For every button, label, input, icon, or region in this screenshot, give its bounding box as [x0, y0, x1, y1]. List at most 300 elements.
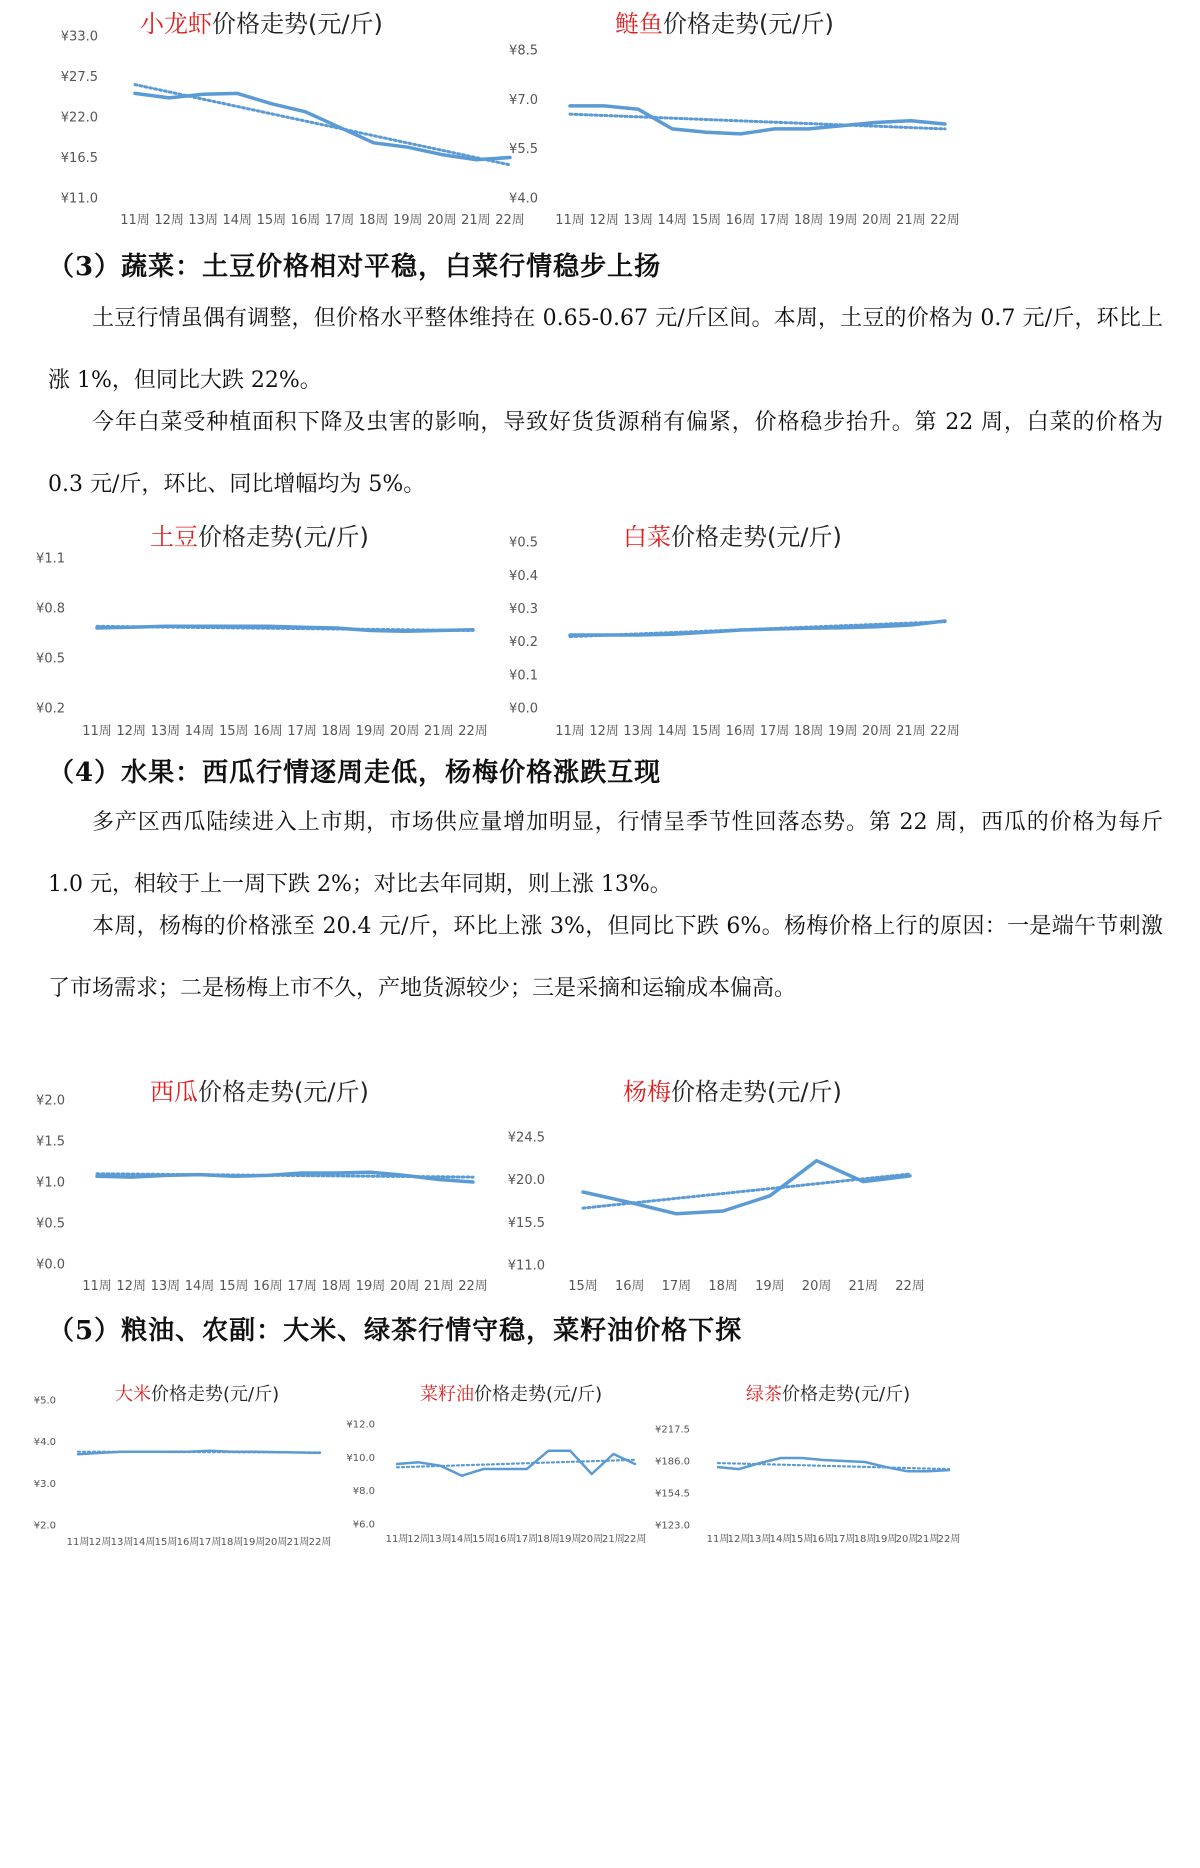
data-point [301, 1171, 304, 1174]
chart-rapeseed-oil-price [346, 1375, 655, 1565]
x-tick-label: 15周 [568, 1279, 598, 1294]
data-point [232, 1175, 235, 1178]
data-point [705, 131, 708, 134]
x-tick-label: 20周 [580, 1534, 604, 1545]
data-point [717, 1466, 720, 1469]
chart-title-rest: 价格走势(元/斤) [198, 523, 369, 551]
data-point [482, 1468, 485, 1471]
chart-silver-carp-price [510, 0, 990, 235]
y-tick-label: ¥0.0 [509, 701, 538, 717]
data-point [843, 1460, 846, 1463]
data-point [841, 626, 844, 629]
data-point [780, 1456, 783, 1459]
paragraph-bayberry: 本周，杨梅的价格涨至 20.4 元/斤，环比上涨 3%，但同比下跌 6%。杨梅价格上行的原因：一是端午节刺激了市场需求；二是杨梅上市不久，产地货源较少；三是采摘和运输成本偏高。 [48, 914, 1163, 1001]
x-tick-label: 19周 [827, 724, 858, 739]
data-point [372, 141, 375, 144]
x-tick-label: 13周 [150, 1279, 181, 1294]
chart-title-rest: 价格走势(元/斤) [782, 1384, 911, 1405]
x-tick-label: 17周 [515, 1534, 539, 1545]
data-point [164, 1174, 167, 1177]
chart-title-highlight: 绿茶 [746, 1384, 782, 1405]
x-tick-label: 12周 [407, 1534, 431, 1545]
data-point [739, 628, 742, 631]
x-tick-label: 15周 [154, 1537, 178, 1548]
y-tick-label: ¥11.0 [507, 1258, 545, 1274]
data-point [417, 1461, 420, 1464]
data-point [440, 153, 443, 156]
x-tick-label: 12周 [116, 1279, 146, 1294]
x-tick-label: 13周 [748, 1534, 772, 1545]
data-point [275, 1451, 278, 1454]
chart-title-highlight: 西瓜 [150, 1078, 198, 1106]
chart-crayfish-price [40, 0, 560, 235]
data-point [134, 92, 137, 95]
y-tick-label: ¥4.0 [33, 1437, 56, 1449]
x-tick-label: 11周 [82, 1279, 112, 1294]
chart-title-highlight: 菜籽油 [420, 1384, 474, 1405]
data-point [270, 102, 273, 105]
data-point [906, 1470, 909, 1473]
y-tick-label: ¥5.5 [509, 142, 538, 158]
x-tick-label: 22周 [895, 1279, 925, 1294]
data-point [864, 1461, 867, 1464]
y-tick-label: ¥8.0 [352, 1486, 375, 1498]
data-point [807, 627, 810, 630]
data-point [369, 1171, 372, 1174]
x-tick-label: 14周 [450, 1534, 474, 1545]
data-point [403, 630, 406, 633]
x-tick-label: 21周 [424, 724, 454, 739]
data-point [768, 1194, 771, 1197]
data-point [875, 625, 878, 628]
data-point [236, 92, 239, 95]
data-point [948, 1469, 951, 1472]
y-tick-label: ¥20.0 [507, 1173, 545, 1189]
y-tick-label: ¥1.1 [36, 551, 65, 567]
data-point [403, 1174, 406, 1177]
x-tick-label: 19周 [874, 1534, 898, 1545]
data-point [671, 633, 674, 636]
x-tick-label: 21周 [286, 1537, 310, 1548]
x-tick-label: 22周 [458, 724, 488, 739]
y-tick-label: ¥0.5 [36, 1216, 65, 1232]
x-tick-label: 13周 [623, 213, 653, 228]
x-tick-label: 14周 [769, 1534, 793, 1545]
data-point [759, 1462, 762, 1465]
data-point [569, 1449, 572, 1452]
x-tick-label: 18周 [321, 1279, 352, 1294]
data-point [738, 1468, 741, 1471]
data-point [569, 633, 572, 636]
x-tick-label: 18周 [708, 1279, 738, 1294]
y-tick-label: ¥2.0 [36, 1093, 65, 1109]
x-tick-label: 16周 [290, 213, 321, 228]
chart-title-rest: 价格走势(元/斤) [671, 1078, 842, 1106]
x-tick-label: 11周 [706, 1534, 730, 1545]
data-point [671, 127, 674, 130]
chart-title [150, 523, 369, 551]
data-point [909, 119, 912, 122]
data-point [628, 1201, 631, 1204]
x-tick-label: 14周 [132, 1537, 156, 1548]
x-tick-label: 13周 [150, 724, 181, 739]
y-tick-label: ¥6.0 [352, 1519, 375, 1531]
data-point [637, 633, 640, 636]
data-point [209, 1449, 212, 1452]
x-tick-label: 22周 [458, 1279, 488, 1294]
x-tick-label: 16周 [725, 724, 756, 739]
y-tick-label: ¥186.0 [655, 1456, 690, 1468]
chart-title-rest: 价格走势(元/斤) [671, 523, 842, 551]
section-heading-fruits: （4）水果：西瓜行情逐周走低，杨梅价格涨跌互现 [48, 758, 662, 788]
data-point [547, 1449, 550, 1452]
chart-title [615, 10, 834, 38]
data-point [231, 1450, 234, 1453]
data-point [822, 1458, 825, 1461]
x-tick-label: 13周 [428, 1534, 452, 1545]
x-tick-label: 11周 [82, 724, 112, 739]
data-point [634, 1463, 637, 1466]
chart-title-rest: 价格走势(元/斤) [198, 1078, 369, 1106]
x-tick-label: 11周 [555, 213, 585, 228]
x-tick-label: 15周 [218, 1279, 249, 1294]
chart-title [150, 1078, 369, 1106]
price-series-line [583, 1161, 910, 1214]
data-point [266, 625, 269, 628]
data-point [406, 146, 409, 149]
x-tick-label: 22周 [937, 1534, 961, 1545]
x-tick-label: 20周 [862, 724, 892, 739]
x-tick-label: 22周 [930, 213, 960, 228]
price-series-line [78, 1451, 320, 1454]
x-tick-label: 13周 [188, 213, 218, 228]
y-tick-label: ¥3.0 [33, 1478, 56, 1490]
data-point [437, 629, 440, 632]
x-tick-label: 14周 [222, 213, 253, 228]
x-tick-label: 18周 [358, 213, 389, 228]
data-point [187, 1450, 190, 1453]
data-point [722, 1209, 725, 1212]
x-tick-label: 16周 [493, 1534, 517, 1545]
x-tick-label: 22周 [623, 1534, 647, 1545]
data-point [96, 1175, 99, 1178]
data-point [885, 1466, 888, 1469]
data-point [369, 629, 372, 632]
x-tick-label: 13周 [623, 724, 653, 739]
x-tick-label: 15周 [256, 213, 287, 228]
data-point [297, 1451, 300, 1454]
y-tick-label: ¥7.0 [509, 92, 538, 108]
y-tick-label: ¥10.0 [346, 1452, 375, 1464]
x-tick-label: 20周 [264, 1537, 288, 1548]
x-tick-label: 18周 [793, 724, 824, 739]
chart-svg [36, 1070, 560, 1300]
data-point [909, 624, 912, 627]
data-point [474, 158, 477, 161]
data-point [801, 1456, 804, 1459]
y-tick-label: ¥33.0 [60, 29, 98, 45]
chart-svg [40, 0, 560, 235]
chart-svg [655, 1375, 968, 1565]
paragraph-cabbage: 今年白菜受种植面积下降及虫害的影响，导致好货货源稍有偏紧，价格稳步抬升。第 22 周，白菜的价格为 0.3 元/斤，环比、同比增幅均为 5%。 [48, 410, 1163, 497]
x-tick-label: 14周 [184, 1279, 215, 1294]
data-point [198, 625, 201, 628]
paragraph-watermelon: 多产区西瓜陆续进入上市期，市场供应量增加明显，行情呈季节性回落态势。第 22 周，西瓜的价格为每斤 1.0 元，相较于上一周下跌 2%；对比去年同期，则上涨 13%。 [48, 810, 1163, 897]
y-tick-label: ¥217.5 [655, 1424, 690, 1436]
data-point [437, 1178, 440, 1181]
section-heading-grain-oil: （5）粮油、农副：大米、绿茶行情守稳，菜籽油价格下探 [48, 1316, 743, 1346]
x-tick-label: 21周 [896, 213, 926, 228]
x-tick-label: 20周 [427, 213, 457, 228]
data-point [612, 1453, 615, 1456]
chart-svg [36, 515, 560, 745]
chart-title-highlight: 白菜 [623, 523, 671, 551]
x-tick-label: 15周 [472, 1534, 495, 1545]
data-point [266, 1174, 269, 1177]
data-point [96, 627, 99, 630]
y-tick-label: ¥1.5 [36, 1134, 65, 1150]
chart-title-rest: 价格走势(元/斤) [663, 10, 834, 38]
data-point [121, 1450, 124, 1453]
chart-title [623, 1078, 842, 1106]
x-tick-label: 16周 [811, 1534, 835, 1545]
x-tick-label: 16周 [725, 213, 756, 228]
x-tick-label: 17周 [759, 724, 790, 739]
data-point [130, 626, 133, 629]
x-tick-label: 21周 [424, 1279, 454, 1294]
y-tick-label: ¥4.0 [509, 191, 538, 207]
data-point [773, 627, 776, 630]
chart-title [623, 523, 842, 551]
x-tick-label: 20周 [389, 1279, 420, 1294]
y-tick-label: ¥15.5 [507, 1215, 545, 1231]
x-tick-label: 17周 [287, 1279, 317, 1294]
x-tick-label: 12周 [589, 213, 619, 228]
x-tick-label: 17周 [832, 1534, 856, 1545]
data-point [304, 110, 307, 113]
data-point [338, 126, 341, 129]
y-tick-label: ¥11.0 [60, 191, 98, 207]
x-tick-label: 18周 [537, 1534, 560, 1545]
y-tick-label: ¥154.5 [655, 1488, 690, 1500]
x-tick-label: 11周 [66, 1537, 90, 1548]
section-heading-vegetables: （3）蔬菜：土豆价格相对平稳，白菜行情稳步上扬 [48, 252, 662, 282]
x-tick-label: 19周 [355, 724, 386, 739]
x-tick-label: 17周 [198, 1537, 222, 1548]
x-tick-label: 19周 [827, 213, 858, 228]
x-tick-label: 16周 [253, 1279, 283, 1294]
x-tick-label: 20周 [895, 1534, 919, 1545]
data-point [396, 1463, 399, 1466]
y-tick-label: ¥12.0 [346, 1419, 375, 1431]
chart-green-tea-price [655, 1375, 968, 1565]
x-tick-label: 15周 [691, 213, 722, 228]
chart-title [115, 1384, 279, 1405]
chart-cabbage-price [510, 515, 990, 745]
data-point [569, 104, 572, 107]
x-tick-label: 21周 [461, 213, 491, 228]
y-tick-label: ¥5.0 [33, 1395, 56, 1407]
chart-title-highlight: 土豆 [150, 523, 198, 551]
y-tick-label: ¥2.0 [33, 1520, 56, 1532]
data-point [143, 1450, 146, 1453]
x-tick-label: 20周 [862, 213, 892, 228]
x-tick-label: 12周 [727, 1534, 751, 1545]
data-point [165, 1450, 168, 1453]
chart-svg [510, 515, 990, 745]
x-tick-label: 16周 [614, 1279, 645, 1294]
chart-title-highlight: 鲢鱼 [615, 10, 663, 38]
data-point [460, 1474, 463, 1477]
x-tick-label: 16周 [176, 1537, 200, 1548]
x-tick-label: 21周 [916, 1534, 940, 1545]
x-tick-label: 12周 [154, 213, 184, 228]
data-point [504, 1468, 507, 1471]
chart-title [420, 1384, 602, 1405]
x-tick-label: 20周 [389, 724, 420, 739]
data-point [637, 108, 640, 111]
chart-bayberry-price [507, 1070, 990, 1300]
chart-title-rest: 价格走势(元/斤) [474, 1384, 603, 1405]
y-tick-label: ¥0.5 [509, 535, 538, 551]
data-point [603, 104, 606, 107]
chart-title [746, 1384, 910, 1405]
x-tick-label: 20周 [801, 1279, 832, 1294]
x-tick-label: 19周 [755, 1279, 785, 1294]
x-tick-label: 12周 [88, 1537, 112, 1548]
data-point [439, 1464, 442, 1467]
data-point [472, 1181, 475, 1184]
x-tick-label: 22周 [495, 213, 525, 228]
chart-title-rest: 价格走势(元/斤) [212, 10, 383, 38]
y-tick-label: ¥1.0 [36, 1175, 65, 1191]
chart-title-highlight: 杨梅 [623, 1078, 671, 1106]
x-tick-label: 22周 [308, 1537, 332, 1548]
data-point [319, 1451, 322, 1454]
x-tick-label: 17周 [661, 1279, 692, 1294]
data-point [525, 1468, 528, 1471]
y-tick-label: ¥0.0 [36, 1257, 65, 1273]
data-point [705, 631, 708, 634]
y-tick-label: ¥24.5 [507, 1130, 545, 1146]
x-tick-label: 16周 [253, 724, 283, 739]
y-tick-label: ¥123.0 [655, 1520, 690, 1532]
x-tick-label: 21周 [896, 724, 926, 739]
x-tick-label: 21周 [601, 1534, 625, 1545]
data-point [875, 121, 878, 124]
x-tick-label: 11周 [555, 724, 585, 739]
data-point [590, 1473, 593, 1476]
chart-title-highlight: 大米 [115, 1384, 151, 1405]
x-tick-label: 12周 [116, 724, 146, 739]
price-series-line [570, 106, 945, 134]
x-tick-label: 17周 [287, 724, 317, 739]
data-point [202, 93, 205, 96]
data-point [99, 1451, 102, 1454]
data-point [739, 132, 742, 135]
y-tick-label: ¥8.5 [509, 43, 538, 59]
x-tick-label: 17周 [324, 213, 355, 228]
y-tick-label: ¥0.8 [36, 601, 65, 617]
x-tick-label: 11周 [120, 213, 150, 228]
data-point [164, 625, 167, 628]
data-point [301, 626, 304, 629]
x-tick-label: 19周 [558, 1534, 582, 1545]
chart-svg [33, 1375, 360, 1565]
x-tick-label: 18周 [853, 1534, 877, 1545]
chart-watermelon-price [36, 1070, 560, 1300]
x-tick-label: 13周 [110, 1537, 134, 1548]
x-tick-label: 17周 [759, 213, 790, 228]
data-point [335, 627, 338, 630]
data-point [253, 1450, 256, 1453]
x-tick-label: 14周 [184, 724, 215, 739]
x-tick-label: 18周 [220, 1537, 244, 1548]
data-point [675, 1212, 678, 1215]
data-point [815, 1159, 818, 1162]
y-tick-label: ¥0.2 [36, 701, 65, 717]
data-point [862, 1180, 865, 1183]
x-tick-label: 14周 [657, 213, 688, 228]
y-tick-label: ¥0.1 [509, 668, 538, 684]
paragraph-potato: 土豆行情虽偶有调整，但价格水平整体维持在 0.65-0.67 元/斤区间。本周，土豆的价格为 0.7 元/斤，环比上涨 1%，但同比大跌 22%。 [48, 306, 1163, 393]
data-point [232, 625, 235, 628]
chart-svg [510, 0, 990, 235]
data-point [130, 1176, 133, 1179]
chart-title-rest: 价格走势(元/斤) [151, 1384, 280, 1405]
data-point [168, 96, 171, 99]
x-tick-label: 12周 [589, 724, 619, 739]
y-tick-label: ¥0.2 [509, 635, 538, 651]
data-point [944, 620, 947, 623]
data-point [603, 633, 606, 636]
x-tick-label: 19周 [242, 1537, 266, 1548]
data-point [841, 124, 844, 127]
y-tick-label: ¥16.5 [60, 151, 98, 167]
data-point [927, 1470, 930, 1473]
x-tick-label: 19周 [355, 1279, 386, 1294]
y-tick-label: ¥0.3 [509, 601, 538, 617]
y-tick-label: ¥22.0 [60, 110, 98, 126]
data-point [582, 1190, 585, 1193]
x-tick-label: 22周 [930, 724, 960, 739]
chart-rice-price [33, 1375, 360, 1565]
data-point [944, 123, 947, 126]
price-series-line [135, 93, 510, 159]
x-tick-label: 21周 [848, 1279, 879, 1294]
chart-svg [346, 1375, 655, 1565]
x-tick-label: 14周 [657, 724, 688, 739]
x-tick-label: 15周 [691, 724, 722, 739]
y-tick-label: ¥0.5 [36, 651, 65, 667]
x-tick-label: 15周 [790, 1534, 814, 1545]
chart-svg [507, 1070, 990, 1300]
chart-potato-price [36, 515, 560, 745]
x-tick-label: 18周 [793, 213, 824, 228]
y-tick-label: ¥0.4 [509, 568, 538, 584]
data-point [335, 1171, 338, 1174]
x-tick-label: 18周 [321, 724, 352, 739]
data-point [773, 127, 776, 130]
x-tick-label: 15周 [218, 724, 249, 739]
data-point [807, 127, 810, 130]
data-point [198, 1173, 201, 1176]
chart-title [140, 10, 383, 38]
y-tick-label: ¥27.5 [60, 70, 98, 86]
x-tick-label: 11周 [385, 1534, 409, 1545]
data-point [909, 1174, 912, 1177]
chart-title-highlight: 小龙虾 [140, 10, 212, 38]
